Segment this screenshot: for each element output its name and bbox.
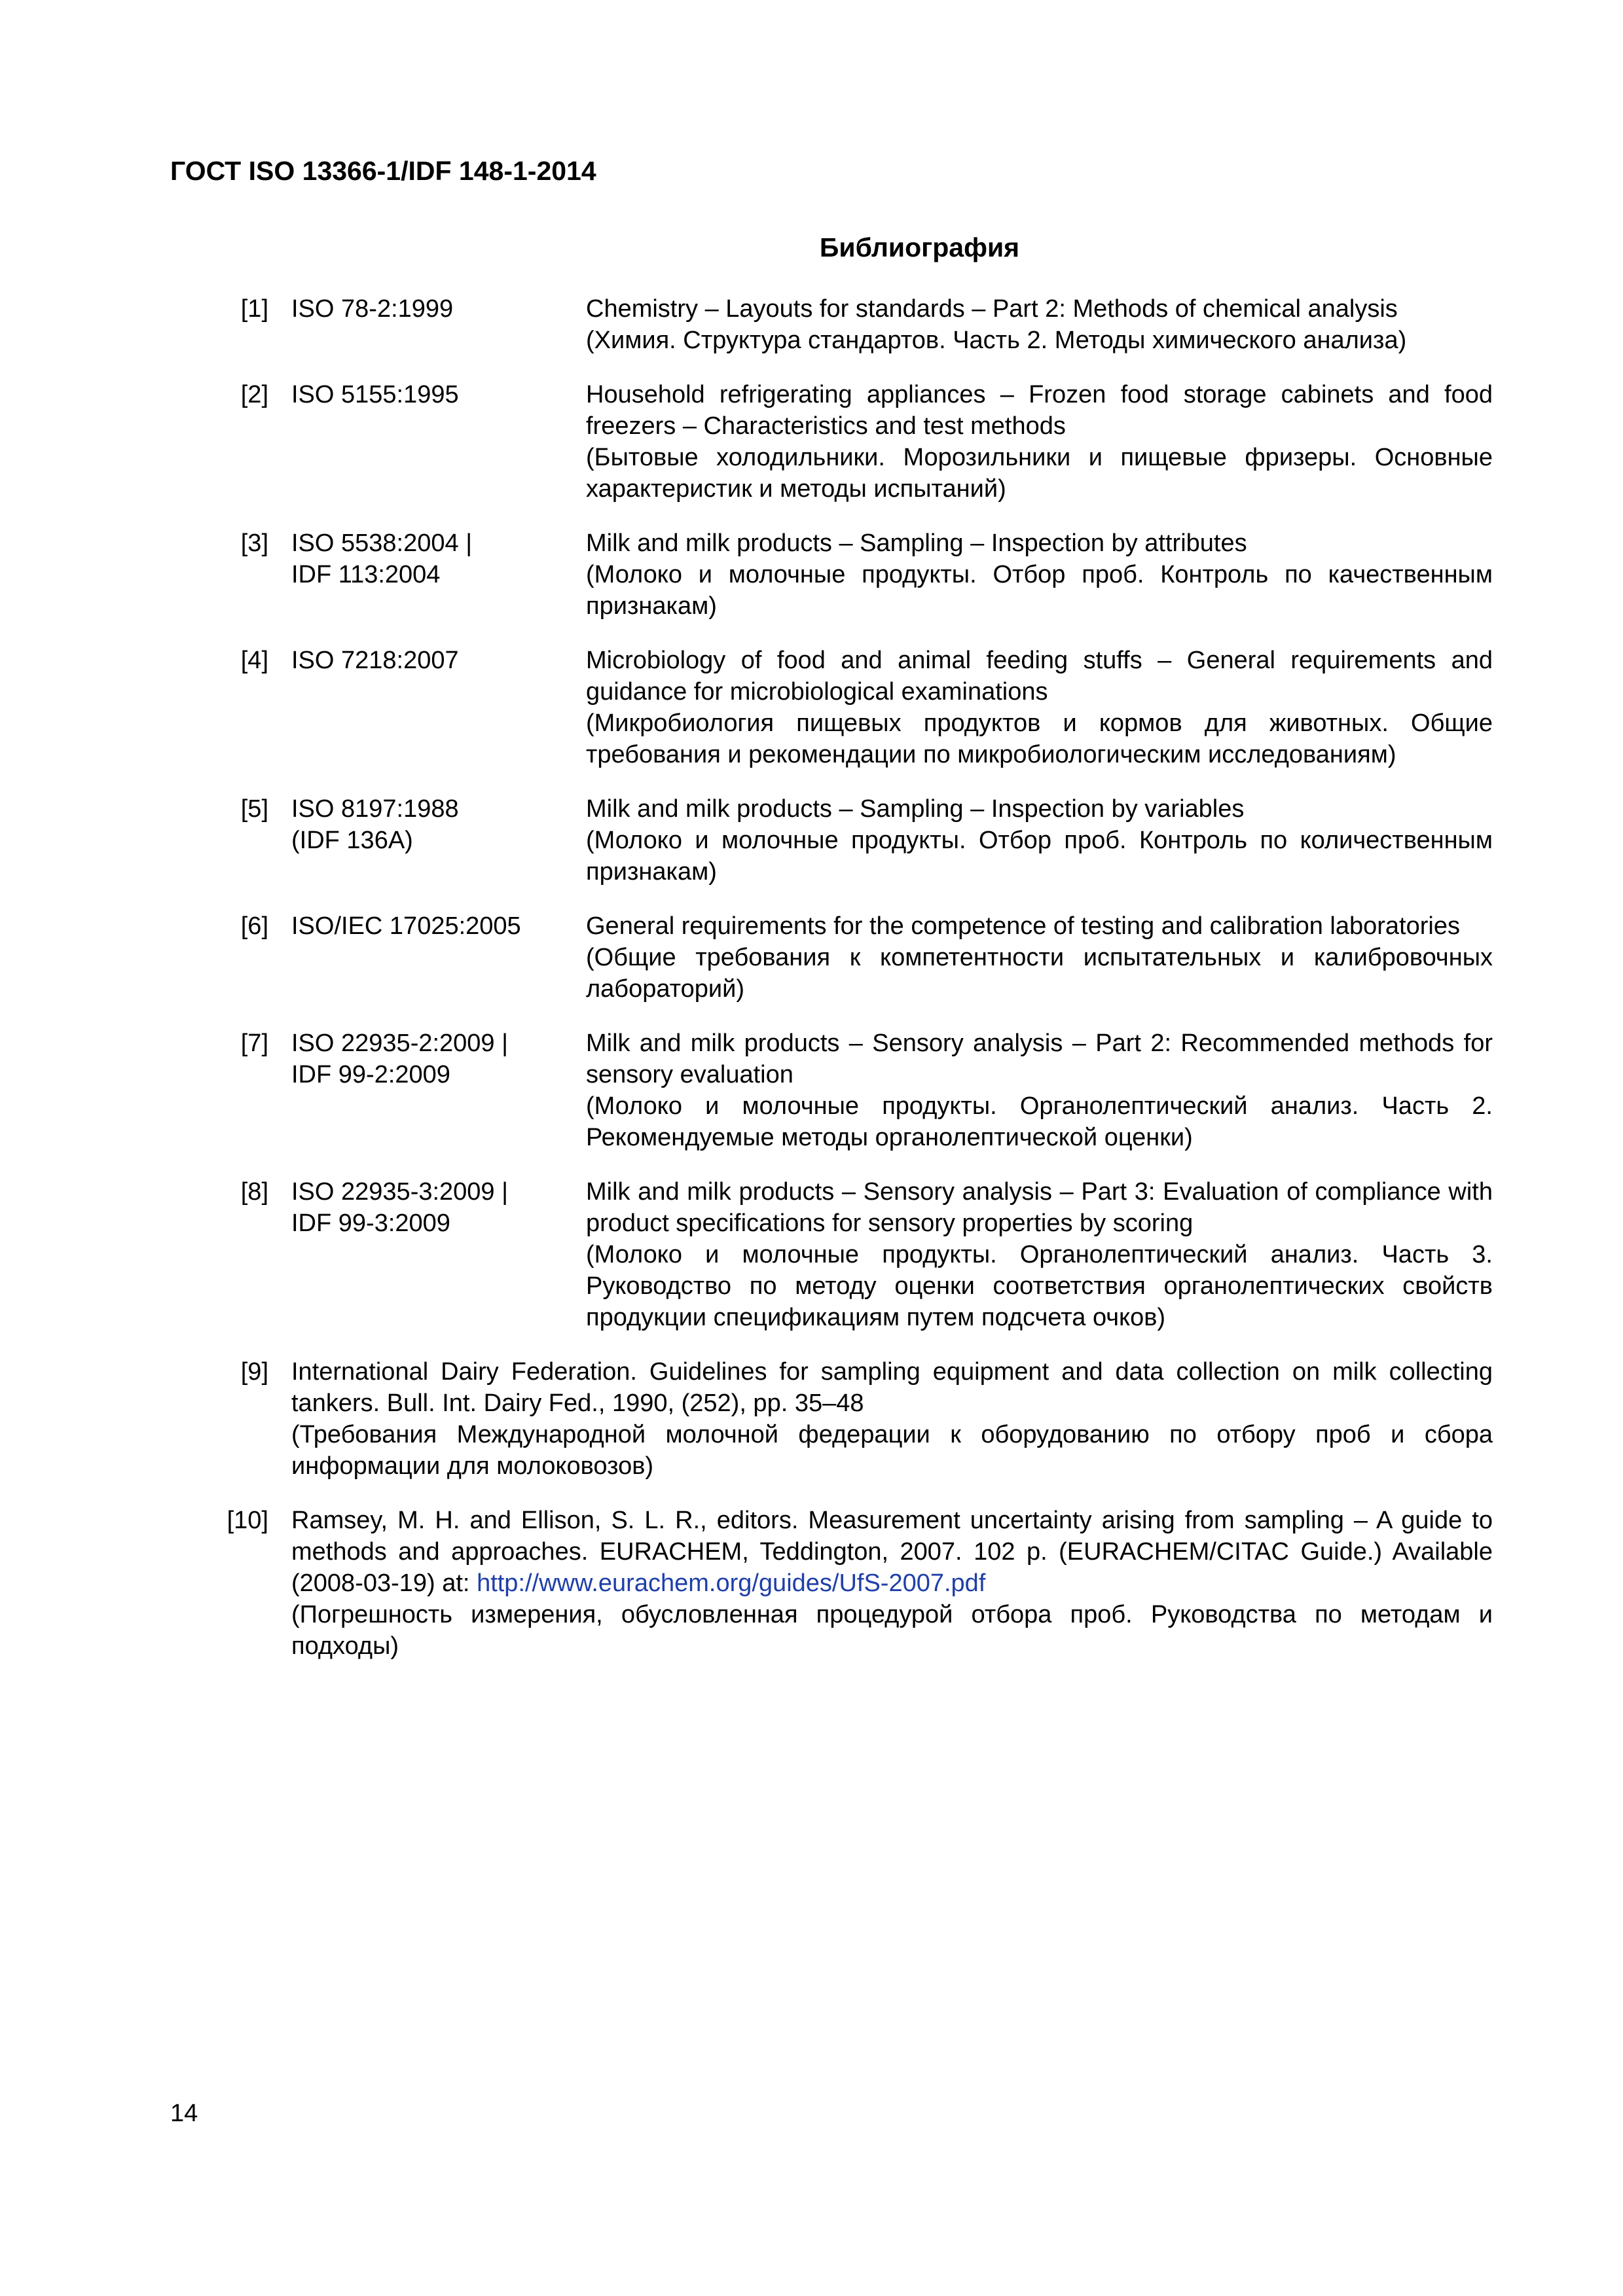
standard-code-line: IDF 113:2004 bbox=[291, 561, 441, 588]
standard-code-line: ISO 5155:1995 bbox=[291, 381, 459, 408]
standard-code-line: IDF 99-2:2009 bbox=[291, 1061, 450, 1088]
entry-number: [7] bbox=[240, 1030, 268, 1057]
bibliography-entry-2 bbox=[223, 379, 1493, 505]
document-code: ГОСТ ISO 13366-1/IDF 148-1-2014 bbox=[170, 156, 596, 186]
entry-russian-text: (Молоко и молочные продукты. Отбор проб. Контроль по количественным признакам) bbox=[586, 827, 1493, 886]
bibliography-entry-4 bbox=[223, 645, 1493, 770]
entry-english-text: Milk and milk products – Sensory analysis – Part 3: Evaluation of compliance with product specifications for sensory properties by scoring bbox=[586, 1178, 1493, 1237]
entry-russian-text: (Молоко и молочные продукты. Отбор проб. Контроль по качественным признакам) bbox=[586, 561, 1493, 620]
entry-standard-code bbox=[291, 528, 553, 590]
entry-standard-code bbox=[291, 793, 553, 856]
bibliography-entry-9 bbox=[223, 1356, 1493, 1482]
standard-code-line: ISO 5538:2004 | bbox=[291, 529, 473, 557]
entry-russian-text: (Бытовые холодильники. Морозильники и пищевые фризеры. Основные характеристик и методы испытаний) bbox=[586, 444, 1493, 503]
entry-english-text: Milk and milk products – Sampling – Inspection by variables bbox=[586, 795, 1245, 823]
page-title: Библиография bbox=[819, 232, 1020, 262]
standard-code-line: ISO/IEC 17025:2005 bbox=[291, 912, 521, 940]
bibliography-list bbox=[223, 293, 1493, 1685]
entry-english-text: Household refrigerating appliances – Frozen food storage cabinets and food freezers – Characteristics and test methods bbox=[586, 381, 1493, 440]
entry-russian-text: (Химия. Структура стандартов. Часть 2. Методы химического анализа) bbox=[586, 327, 1407, 354]
entry-standard-code bbox=[291, 379, 553, 410]
entry-number: [3] bbox=[240, 529, 268, 557]
entry-english-text: Milk and milk products – Sampling – Inspection by attributes bbox=[586, 529, 1247, 557]
entry-english-text: Microbiology of food and animal feeding stuffs – General requirements and guidance for microbiological examinations bbox=[586, 647, 1493, 706]
standard-code-line: ISO 22935-2:2009 | bbox=[291, 1030, 508, 1057]
entry-english-text: International Dairy Federation. Guidelines for sampling equipment and data collection on milk collecting tankers. Bull. Int. Dairy Fed., 1990, (252), pp. 35–48 bbox=[291, 1358, 1493, 1417]
entry-number: [5] bbox=[240, 795, 268, 823]
entry-russian-text: (Общие требования к компетентности испытательных и калибровочных лабораторий) bbox=[586, 944, 1493, 1003]
entry-russian-text: (Погрешность измерения, обусловленная процедурой отбора проб. Руководства по методам и подходы) bbox=[291, 1601, 1493, 1660]
standard-code-line: (IDF 136A) bbox=[291, 827, 413, 854]
entry-number: [9] bbox=[240, 1358, 268, 1386]
entry-standard-code bbox=[291, 910, 553, 942]
bibliography-entry-8 bbox=[223, 1176, 1493, 1333]
entry-russian-text: (Молоко и молочные продукты. Органолептический анализ. Часть 3. Руководство по методу оценки соответствия органолептических свойств продукции спецификациям путем подсчета очков) bbox=[586, 1241, 1493, 1331]
entry-number: [1] bbox=[240, 295, 268, 323]
entry-english-text: Milk and milk products – Sensory analysis – Part 2: Recommended methods for sensory evaluation bbox=[586, 1030, 1493, 1088]
entry-russian-text: (Требования Международной молочной федерации к оборудованию по отбору проб и сбора информации для молоковозов) bbox=[291, 1421, 1493, 1480]
bibliography-entry-5 bbox=[223, 793, 1493, 888]
entry-standard-code bbox=[291, 1176, 553, 1239]
bibliography-entry-6 bbox=[223, 910, 1493, 1005]
standard-code-line: ISO 22935-3:2009 | bbox=[291, 1178, 508, 1206]
standard-code-line: ISO 7218:2007 bbox=[291, 647, 459, 674]
entry-number: [4] bbox=[240, 647, 268, 674]
entry-russian-text: (Микробиология пищевых продуктов и кормов для животных. Общие требования и рекомендации по микробиологическим исследованиям) bbox=[586, 709, 1493, 768]
entry-number: [10] bbox=[227, 1507, 268, 1534]
bibliography-entry-10 bbox=[223, 1505, 1493, 1662]
bibliography-entry-1 bbox=[223, 293, 1493, 356]
entry-number: [2] bbox=[240, 381, 268, 408]
entry-number: [8] bbox=[240, 1178, 268, 1206]
eurachem-link[interactable]: http://www.eurachem.org/guides/UfS-2007.pdf bbox=[477, 1570, 986, 1597]
entry-number: [6] bbox=[240, 912, 268, 940]
entry-standard-code bbox=[291, 293, 553, 325]
entry-english-text: Chemistry – Layouts for standards – Part 2: Methods of chemical analysis bbox=[586, 295, 1398, 323]
bibliography-entry-7 bbox=[223, 1028, 1493, 1153]
entry-english-text-part: Ramsey, M. H. and Ellison, S. L. R., editors. Measurement uncertainty arising from sampling – A guide to methods and approaches. EURACHEM, Teddington, 2007. 102 p. (EURACHEM/CITAC Guide.) Available (2008-03-19) at: bbox=[291, 1507, 1493, 1597]
page-number: 14 bbox=[170, 2100, 198, 2127]
entry-standard-code bbox=[291, 1028, 553, 1090]
bibliography-entry-3 bbox=[223, 528, 1493, 622]
standard-code-line: ISO 78-2:1999 bbox=[291, 295, 454, 323]
entry-russian-text: (Молоко и молочные продукты. Органолептический анализ. Часть 2. Рекомендуемые методы органолептической оценки) bbox=[586, 1092, 1493, 1151]
standard-code-line: IDF 99-3:2009 bbox=[291, 1210, 450, 1237]
standard-code-line: ISO 8197:1988 bbox=[291, 795, 459, 823]
entry-english-text bbox=[291, 1505, 1493, 1599]
entry-english-text: General requirements for the competence of testing and calibration laboratories bbox=[586, 912, 1460, 940]
entry-standard-code bbox=[291, 645, 553, 676]
